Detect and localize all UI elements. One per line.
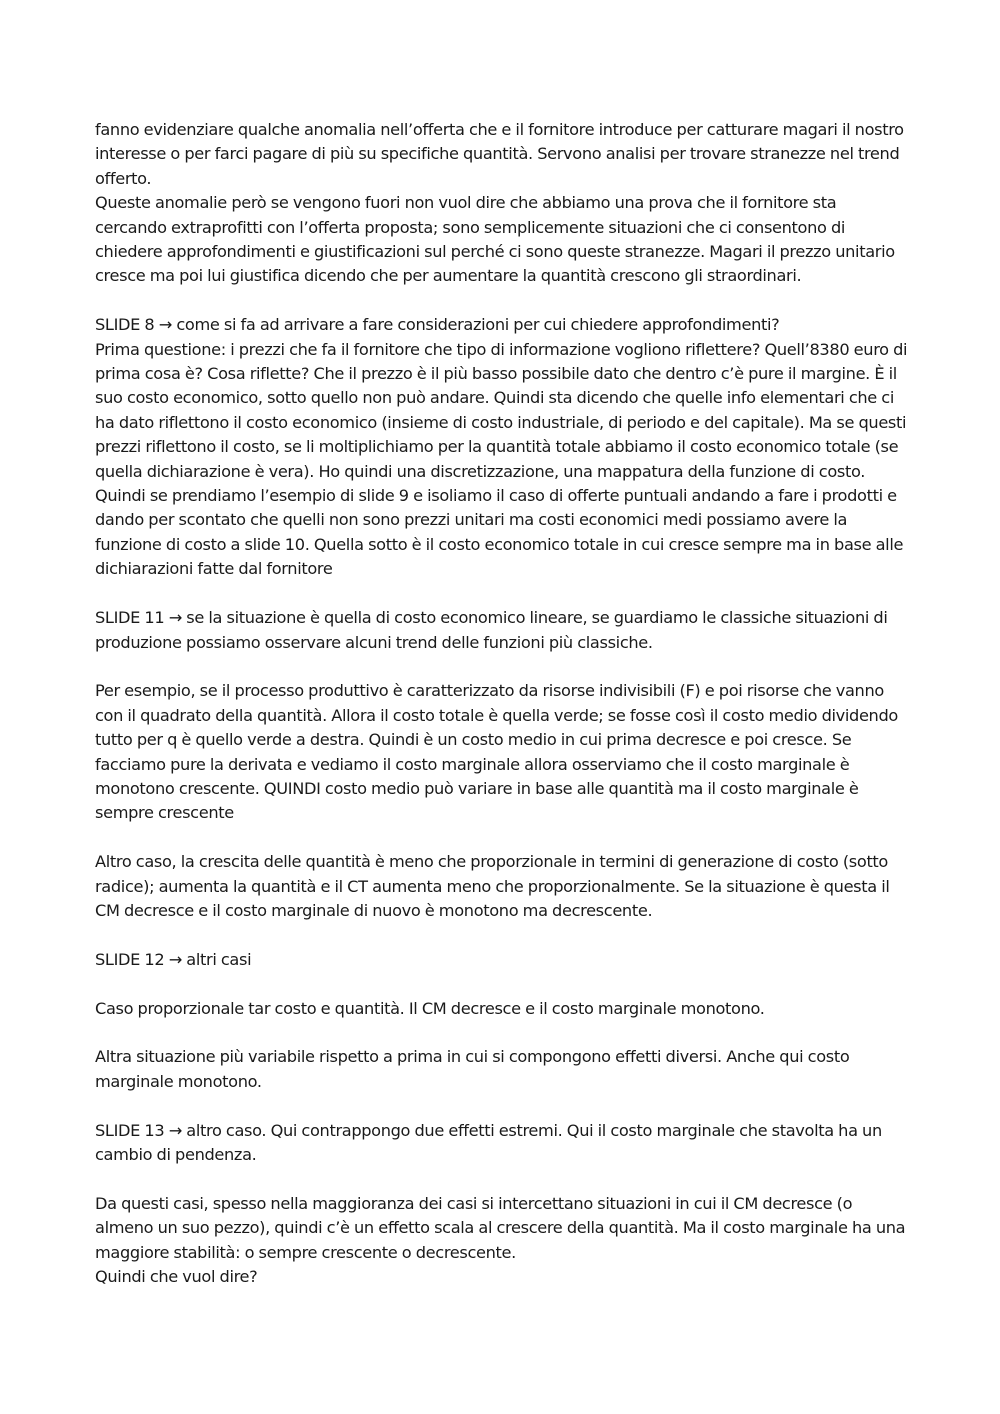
paragraph-spacer [95, 1167, 910, 1191]
paragraph-spacer [95, 582, 910, 606]
paragraph-other-case-sqrt: Altro caso, la crescita delle quantità è meno che proporzionale in termini di generazione di costo (sotto radice); aumenta la quantità e il CT aumenta meno che proporzionalmente. Se la situazione è questa il CM decresce e il costo marginale di nuovo è monotono ma decrescente. [95, 852, 890, 920]
document-body [95, 118, 910, 1289]
paragraph-conclusion: Da questi casi, spesso nella maggioranza dei casi si intercettano situazioni in cui il CM decresce (o almeno un suo pezzo), quindi c’è un effetto scala al crescere della quantità. Ma il costo marginale ha una maggiore stabilità: o sempre crescente o decrescente. [95, 1193, 906, 1262]
paragraph-spacer [95, 826, 910, 850]
paragraph-spacer [95, 289, 910, 313]
paragraph-slide-13-heading: SLIDE 13 → altro caso. Qui contrappongo due effetti estremi. Qui il costo marginale che stavolta ha un cambio di pendenza. [95, 1120, 882, 1164]
paragraph-example-indivisible-resources: Per esempio, se il processo produttivo è caratterizzato da risorse indivisibili (F) e poi risorse che vanno con il quadrato della quantità. Allora il costo totale è quella verde; se fosse così il costo medio dividendo tutto per q è quello verde a destra. Quindi è un costo medio in cui prima decresce e poi cresce. Se facciamo pure la derivata e vediamo il costo marginale allora osserviamo che il costo marginale è monotono crescente. QUINDI costo medio può variare in base alle quantità ma il costo marginale è sempre crescente [95, 681, 898, 823]
paragraph-spacer [95, 923, 910, 947]
paragraph-slide-9-example: Quindi se prendiamo l’esempio di slide 9 e isoliamo il caso di offerte puntuali andando a fare i prodotti e dando per scontato che quelli non sono prezzi unitari ma costi economici medi possiamo avere la funzione di costo a slide 10. Quella sotto è il costo economico totale in cui cresce sempre ma in base alle dichiarazioni fatte dal fornitore [95, 486, 904, 579]
paragraph-spacer [95, 972, 910, 996]
paragraph-anomalies-not-proof: Queste anomalie però se vengono fuori non vuol dire che abbiamo una prova che il fornitore sta cercando extraprofitti con l’offerta proposta; sono semplicemente situazioni che ci consentono di chiedere approfondimenti e giustificazioni sul perché ci sono queste stranezze. Magari il prezzo unitario cresce ma poi lui giustifica dicendo che per aumentare la quantità crescono gli straordinari. [95, 193, 895, 286]
paragraph-spacer [95, 1021, 910, 1045]
paragraph-proportional-case: Caso proporzionale tar costo e quantità. Il CM decresce e il costo marginale monotono. [95, 998, 765, 1018]
paragraph-slide-12-heading: SLIDE 12 → altri casi [95, 949, 252, 969]
paragraph-variable-case: Altra situazione più variabile rispetto a prima in cui si compongono effetti diversi. Anche qui costo marginale monotono. [95, 1047, 850, 1091]
paragraph-first-question: Prima questione: i prezzi che fa il fornitore che tipo di informazione vogliono riflettere? Quell’8380 euro di prima cosa è? Cosa riflette? Che il prezzo è il più basso possibile dato che dentro c’è pure il margine. È il suo costo economico, sotto quello non può andare. Quindi sta dicendo che quelle info elementari che ci ha dato riflettono il costo economico (insieme di costo industriale, di periodo e del capitale). Ma se questi prezzi riflettono il costo, se li moltiplichiamo per la quantità totale abbiamo il costo economico totale (se quella dichiarazione è vera). Ho quindi una discretizzazione, una mappatura della funzione di costo. [95, 339, 908, 481]
paragraph-offer-anomalies: fanno evidenziare qualche anomalia nell’offerta che e il fornitore introduce per catturare magari il nostro interesse o per farci pagare di più su specifiche quantità. Servono analisi per trovare stranezze nel trend offerto. [95, 120, 904, 188]
paragraph-spacer [95, 1094, 910, 1118]
paragraph-slide-8-heading: SLIDE 8 → come si fa ad arrivare a fare considerazioni per cui chiedere approfondimenti? [95, 315, 780, 335]
paragraph-final-question: Quindi che vuol dire? [95, 1266, 258, 1286]
paragraph-spacer [95, 655, 910, 679]
paragraph-slide-11-heading: SLIDE 11 → se la situazione è quella di costo economico lineare, se guardiamo le classiche situazioni di produzione possiamo osservare alcuni trend delle funzioni più classiche. [95, 608, 888, 652]
